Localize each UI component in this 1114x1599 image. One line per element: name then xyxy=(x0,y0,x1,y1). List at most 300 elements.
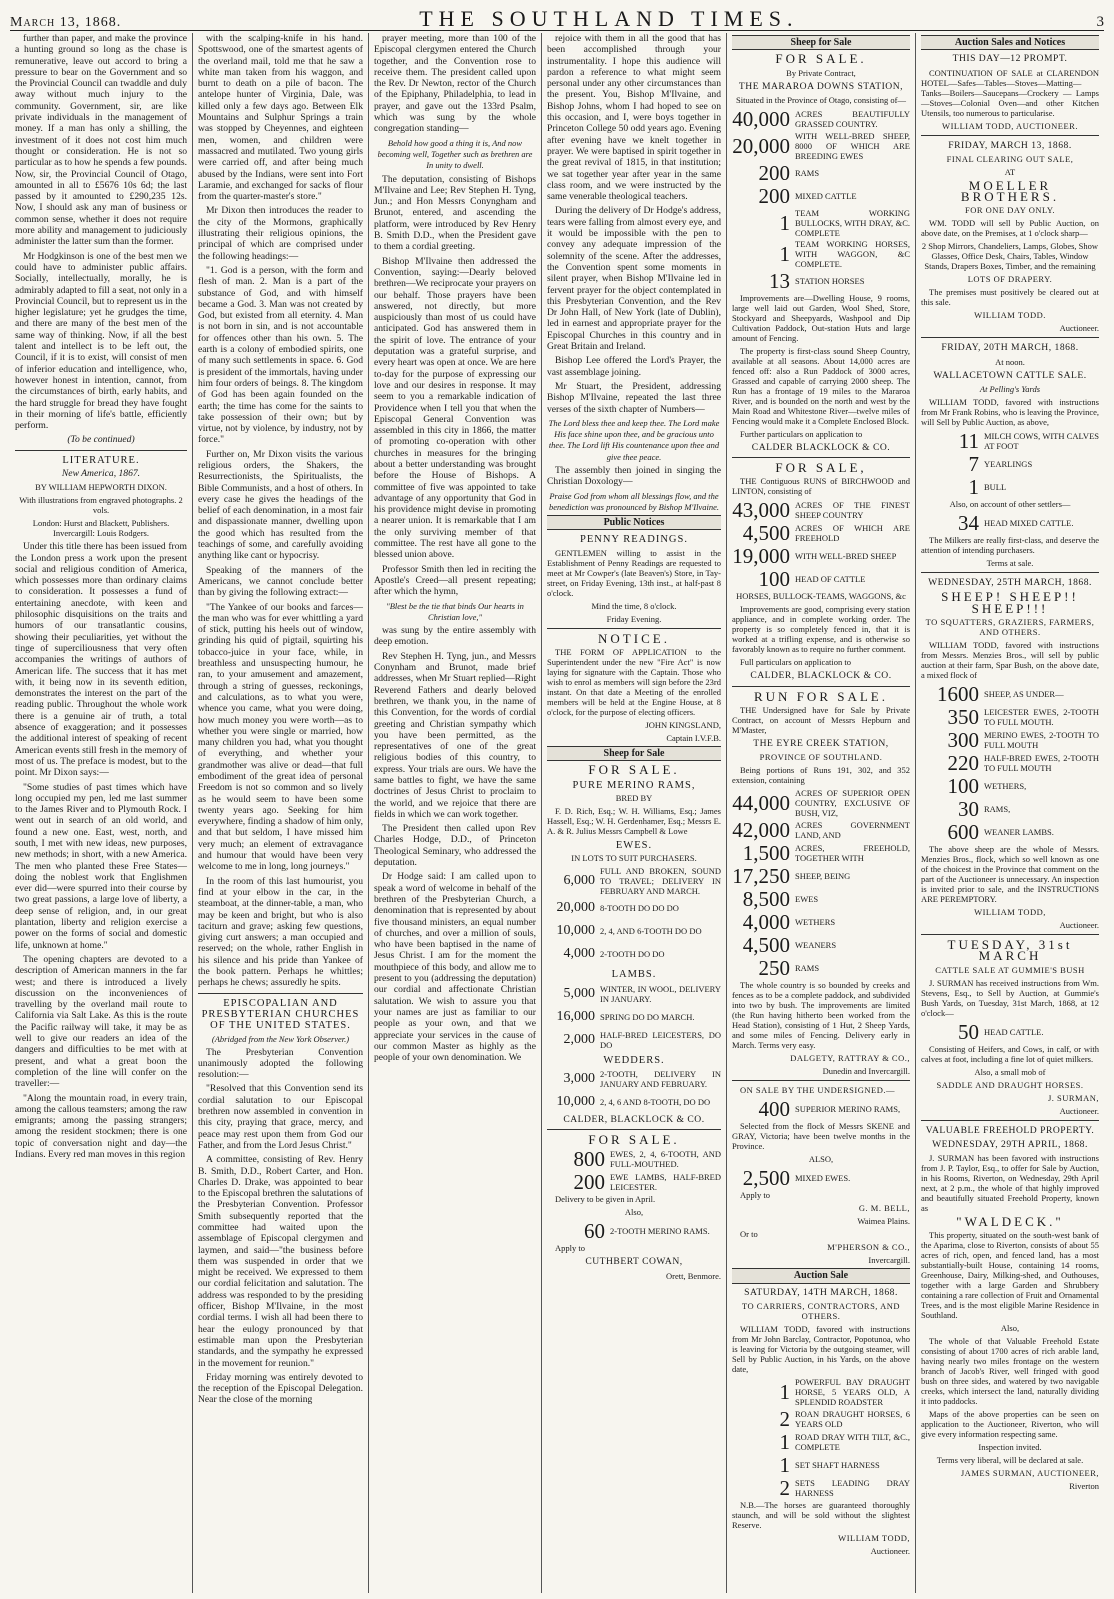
article-paragraph: The President then called upon Rev Charles Hodge, D.D., of Princeton Theological Seminary, who addressed the deputation. xyxy=(374,823,536,869)
column-6 xyxy=(916,33,1104,1593)
lot-description: ACRES, FREEHOLD, TOGETHER WITH xyxy=(795,843,910,864)
divider xyxy=(921,572,1099,573)
book-title: New America, 1867. xyxy=(61,467,141,479)
lot-quantity: 30 xyxy=(958,796,979,821)
lot-description: HEAD OF CATTLE xyxy=(795,574,866,585)
book-illustrations: With illustrations from engraved photographs. 2 vols. xyxy=(19,495,183,516)
divider xyxy=(921,135,1099,136)
lot-entry xyxy=(732,162,910,184)
lot-description: ROAN DRAUGHT HORSES, 6 YEARS OLD xyxy=(795,1408,910,1429)
lot-quantity: 16,000 xyxy=(556,1008,595,1024)
divider xyxy=(547,1129,721,1130)
lot-description: HALF-BRED EWES, 2-TOOTH TO FULL MOUTH xyxy=(984,752,1099,773)
lot-quantity: 43,000 xyxy=(732,498,790,523)
agent-place: Waimea Plains. xyxy=(857,1216,910,1227)
lot-description: 2-TOOTH, DELIVERY IN JANUARY AND FEBRUARY. xyxy=(600,1068,721,1089)
lot-quantity: 10,000 xyxy=(556,1093,595,1109)
lot-quantity: 5,000 xyxy=(563,985,595,1001)
lot-entry xyxy=(732,1477,910,1499)
article-paragraph: Mr Dixon then introduces the reader to the city of the Mormons, graphically illustrating their religious opinions, the principal of which are comprised under the following headings:— xyxy=(198,205,363,262)
column-4 xyxy=(542,33,727,1593)
lot-quantity: 1 xyxy=(779,241,790,266)
divider xyxy=(732,1080,910,1081)
auctioneer-name: J. SURMAN, xyxy=(1047,1092,1099,1103)
lot-quantity: 2,500 xyxy=(742,1166,790,1191)
sale-time: At noon. xyxy=(995,356,1025,367)
sale-date: TUESDAY, 31st MARCH xyxy=(947,936,1073,964)
ewes-subheading: IN LOTS TO SUIT PURCHASERS. xyxy=(571,853,697,864)
lot-quantity: 1 xyxy=(779,210,790,235)
lot-quantity: 7 xyxy=(968,452,979,477)
issue-date: March 13, 1868. xyxy=(10,15,122,30)
article-paragraph: "Some studies of past times which have long occupied my pen, led me last summer to the James River and to Plymouth Rock. I went out in search of an old world, and found a new one. East, west, north, and south, I met with new ideas, new purposes, new methods; in short, with a new America. The men who planted these Free States—doing the noblest work that Englishmen ever did—were spurred into their course by two great passions, a large love of liberty, a deep sense of religion, and, in our great plantation, liberty and religion exercise a power on the forms of social and domestic life, unknown at home." xyxy=(15,781,187,951)
lot-quantity: 250 xyxy=(758,956,790,981)
menzies-text: WILLIAM TODD, favored with instructions from Messrs. Menzies Bros., will sell by public auction at their farm, Spar Bush, on the above date, a mixed flock of xyxy=(921,639,1099,680)
auctioneer-role: Auctioneer. xyxy=(1059,919,1099,930)
book-publisher: London: Hurst and Blackett, Publishers. Invercargill: Louis Rodgers. xyxy=(32,518,170,539)
article-paragraph: "The Yankee of our books and farces—the man who was for ever whittling a yard of stick, putting his heels out of window, grinding his quid of pigtail, squirting his tobacco-juice in your face, while, in breathless and unsuspecting humour, he ran, to your amusement and amazement, through a string of guesses, reckonings, and calculations, as to what you were, whence you came, what you were doing, how much money you were worth—as to whether you were single or married, how many children you had, what you thought of everything, and whether your grandmother was alive or dead—that full embodiment of the great idea of personal Freedom is not so common and so lively as he would seem to have been some twenty years ago. Seeking for him everywhere, finding a shadow of him only, and that but seldom, I have missed him very much; an element of extravagance and humour that would have been very welcome to me in long, long journeys." xyxy=(198,601,363,873)
lot-description: 8-TOOTH DO DO DO xyxy=(600,903,679,914)
lot-entry xyxy=(732,185,910,207)
lot-description: EWE LAMBS, HALF-BRED LEICESTER. xyxy=(610,1172,721,1193)
divider xyxy=(921,337,1099,338)
lot-entry xyxy=(732,108,910,130)
terms-note: Terms at sale. xyxy=(986,558,1034,569)
lot-quantity: 2,000 xyxy=(563,1031,595,1047)
delivery-note: Delivery to be given in April. xyxy=(555,1194,656,1205)
one-day-label: FOR ONE DAY ONLY. xyxy=(965,205,1055,216)
lot-entry xyxy=(732,788,910,818)
lot-entry xyxy=(732,865,910,887)
lot-entry xyxy=(732,1377,910,1407)
lot-entry xyxy=(732,239,910,269)
agent-name: CALDER, BLACKLOCK & CO. xyxy=(563,1113,705,1125)
article-paragraph: Under this title there has been issued from the London press a work upon the present social and religious condition of America, which possesses more than ordinary claims to consideration. It possesses a fund of entertaining anecdote, with keen and philosophic disquisitions on the traits and humors of our transatlantic cousins, showing their peculiarities, yet without the tinge of superciliousness that very often accompanies the writings of authors of American life. The success that it has met with, it being now in its seventh edition, demonstrates the interest on the part of the reading public. Throughout the whole work there is a genuine air of truth, a total absence of exaggeration; and it possesses the additional interest of speaking of recent American events still fresh in the memory of most of us. The preface is modest, but to the point. Mr Dixon says:— xyxy=(15,541,187,779)
lot-quantity: 200 xyxy=(758,183,790,208)
run-text: The whole country is so bounded by creeks and fences as to be a complete paddock, and subdivided into two by bush. The improvements are limited (the Run having hitherto been worked from the Head Station), consisting of 1 Hut, 2 Sheep Yards, and some miles of Fencing. Delivery early in March. Terms very easy. xyxy=(732,980,910,1051)
lot-quantity: 34 xyxy=(958,511,979,536)
lot-quantity: 4,500 xyxy=(742,521,790,546)
gummie-text: J. SURMAN has received instructions from Wm. Stevens, Esq., to Sell by Auction, at Gummie's Bush Yards, on Tuesday, 31st March, 1868, at 12 o'clock— xyxy=(921,977,1099,1018)
lot-entry xyxy=(732,522,910,544)
waldeck-text: The whole of that Valuable Freehold Estate consisting of about 1700 acres of rich arable land, having nearly two miles frontage on the western branch of Jacob's River, well fringed with good bush on three sides, and watered by two navigable creeks, which intersect the land, naturally dividing it into paddocks. xyxy=(921,1336,1099,1407)
sale-date: FRIDAY, MARCH 13, 1868. xyxy=(948,139,1072,151)
lot-quantity: 4,000 xyxy=(742,910,790,935)
lot-description: MERINO EWES, 2-TOOTH TO FULL MOUTH xyxy=(984,729,1099,750)
lot-quantity: 19,000 xyxy=(732,544,790,569)
improvements-text: Improvements are good, comprising every station appliance, and in complete working order. The property is so completely fenced in, that it is worked at a trifling expense, and is otherwise so favorably known as to require no further comment. xyxy=(732,604,910,655)
lot-entry xyxy=(547,943,721,965)
lot-quantity: 100 xyxy=(947,773,979,798)
lot-quantity: 50 xyxy=(958,1019,979,1044)
horses-line: HORSES, BULLOCK-TEAMS, WAGGONS, &c xyxy=(736,591,906,602)
lot-quantity: 1600 xyxy=(937,681,979,706)
article-paragraph: The Presbyterian Convention unanimously adopted the following resolution:— xyxy=(198,1046,363,1081)
lot-entry xyxy=(921,706,1099,728)
lot-quantity: 200 xyxy=(573,1170,605,1195)
lot-entry xyxy=(732,888,910,910)
sale-text: Selected from the flock of Messrs SKENE and GRAY, Victoria; have been twelve months in the Province. xyxy=(732,1121,910,1152)
lot-quantity: 4,500 xyxy=(742,933,790,958)
auctioneer-place: Riverton xyxy=(1069,1481,1099,1492)
lot-description: 2-TOOTH MERINO RAMS. xyxy=(610,1226,710,1237)
property-text: The property is first-class sound Sheep Country, available at all seasons. About 14,000 acres are fenced off: also a Run Paddock of 3000 acres, Grassed and capable of carrying 2000 sheep. The Run has a frontage of 19 miles to the Mararoa River, and is bounded on the north and west by the Main Road and Whitestone River—twelve miles of Fencing would make it a Complete Enclosed Block. xyxy=(732,345,910,426)
notice-signatory: JOHN KINGSLAND, xyxy=(645,720,721,731)
divider xyxy=(198,993,363,994)
sale-date: WEDNESDAY, 25TH MARCH, 1868. xyxy=(928,577,1092,589)
lot-entry xyxy=(547,1029,721,1051)
book-author: BY WILLIAM HEPWORTH DIXON. xyxy=(35,482,167,493)
lot-quantity: 800 xyxy=(573,1147,605,1172)
lot-quantity: 3,000 xyxy=(563,1070,595,1086)
bred-by-label: BRED BY xyxy=(615,792,653,803)
lot-description: TEAM WORKING BULLOCKS, WITH DRAY, &C. COMPLETE xyxy=(795,207,910,238)
lot-quantity: 42,000 xyxy=(732,818,790,843)
section-bar-sheep-for-sale: Sheep for Sale xyxy=(732,35,910,50)
auctioneer-role: Auctioneer. xyxy=(870,1545,910,1556)
article-paragraph: Bishop Lee offered the Lord's Prayer, the vast assemblage joining. xyxy=(547,355,721,378)
lot-entry xyxy=(921,683,1099,705)
wedders-heading: WEDDERS. xyxy=(603,1054,665,1066)
agent-name: CUTHBERT COWAN, xyxy=(585,1256,683,1268)
agent-place: Invercargill. xyxy=(868,1255,910,1266)
lot-description: STATION HORSES xyxy=(795,275,865,286)
continued-note: (To be continued) xyxy=(67,434,135,446)
notice-signatory-title: Captain I.V.F.B. xyxy=(666,733,721,744)
column-5 xyxy=(727,33,916,1593)
article-paragraph: Speaking of the manners of the Americans, we cannot conclude better than by giving the following extract:— xyxy=(198,564,363,599)
lot-description: EWES, 2, 4, 6-TOOTH, AND FULL-MOUTHED. xyxy=(610,1149,721,1170)
situated-text: Situated in the Province of Otago, consisting of— xyxy=(736,94,906,105)
for-sale-heading: FOR SALE, xyxy=(775,460,867,476)
merino-rams-heading: PURE MERINO RAMS, xyxy=(572,779,696,791)
menzies-note: The above sheep are the whole of Messrs. Menzies Bros., flock, which so well known as one of the choicest in the Province that comment on the part of the Auctioneer is unnecessary. An inspection is invited prior to sale, and the INSTRUCTIONS ARE PEREMPTORY. xyxy=(921,843,1099,904)
also-label: Also, on account of other settlers— xyxy=(949,499,1071,510)
lot-entry xyxy=(732,1167,910,1189)
gummie-description: Consisting of Heifers, and Cows, in calf, or with calves at foot, including a fine lot of quiet milkers. xyxy=(921,1043,1099,1064)
lot-description: MILCH COWS, WITH CALVES AT FOOT xyxy=(984,431,1099,452)
divider xyxy=(547,628,721,629)
lot-entry xyxy=(547,1006,721,1028)
lot-entry xyxy=(732,208,910,238)
psalm-verse: Behold how good a thing it is, And now becoming well, Together such as brethren are In unity to dwell. xyxy=(377,137,533,171)
lot-entry xyxy=(732,568,910,590)
divider xyxy=(732,686,910,687)
cleared-note: The premises must positively be cleared out at this sale. xyxy=(921,287,1099,308)
on-sale-heading: ON SALE BY THE UNDERSIGNED.— xyxy=(740,1085,895,1096)
section-bar-public-notices: Public Notices xyxy=(547,515,721,530)
lot-description: 2-TOOTH DO DO xyxy=(600,949,665,960)
moeller-heading: MOELLER BROTHERS. xyxy=(960,177,1060,205)
column-1 xyxy=(10,33,193,1593)
article-paragraph: rejoice with them in all the good that has been accomplished through your instrumentality. I hope this audience will pardon a reference to what might seem personal under any other circumstances than the present. You, Bishop M'Ilvaine, and Bishop Johns, whom I had hoped to see on this occasion, and I, were boys together in Princeton College 50 odd years ago. Evening after evening have we knelt together in prayer. We were baptised in spirit together in the great revival of 1815, in that institution; we sat together year after year in the same class room, and we were instructed by the same venerable theological teachers. xyxy=(547,33,721,203)
article-paragraph: During the delivery of Dr Hodge's address, tears were falling from almost every eye, and it would be impossible with the pen to convey any adequate impression of the solemnity of the scene. After the addresses, the Convention spent some moments in silent prayer, when Bishop M'Ilvaine led in fervent prayer for the object contemplated in this Presbyterian Convention, and the Rev Dr John Hall, of New York (late of Dublin), led in earnest and appropriate prayer for the Episcopal Churches in this country and in Great Britain and Ireland. xyxy=(547,205,721,353)
lot-quantity: 13 xyxy=(769,268,790,293)
continuation-text: CONTINUATION OF SALE at CLARENDON HOTEL—Safes—Tables—Stoves—Matting—Tanks—Boilers—Saucepans—Crockery — Lamps —Stoves—Colonial Oven—and other Kitchen Utensils, too numerous to particularise. xyxy=(921,67,1099,118)
moeller-items: 2 Shop Mirrors, Chandeliers, Lamps, Globes, Show Glasses, Office Desk, Chairs, Tables, Window Stands, Drapers Boxes, Timber, and the remaining xyxy=(921,241,1099,272)
lot-quantity: 60 xyxy=(584,1219,605,1244)
lot-description: FULL AND BROKEN, SOUND TO TRAVEL; DELIVERY IN FEBRUARY AND MARCH. xyxy=(600,866,721,897)
audience-heading: TO SQUATTERS, GRAZIERS, FARMERS, AND OTHERS. xyxy=(925,616,1095,637)
improvements-text: Improvements are—Dwelling House, 9 rooms, large well laid out Garden, Wool Shed, Store, Stockyard and Sheepyards, Washpool and Dip Cultivation Paddock, Out-station Huts and large amount of Fencing. xyxy=(732,292,910,343)
agent-name: CALDER, BLACKLOCK & CO. xyxy=(750,670,892,682)
lot-description: SHEEP, AS UNDER— xyxy=(984,688,1064,699)
lot-description: LEICESTER EWES, 2-TOOTH TO FULL MOUTH. xyxy=(984,706,1099,727)
penny-readings-time: Mind the time, 8 o'clock. xyxy=(591,600,677,611)
masthead xyxy=(10,6,1104,31)
section-heading-literature: LITERATURE. xyxy=(62,454,140,466)
lot-quantity: 4,000 xyxy=(563,946,595,962)
article-paragraph: with the scalping-knife in his hand. Spottswood, one of the smartest agents of the overland mail, told me that he saw a white man taken from his waggon, and burnt to death on a pile of bacon. The antelope hunter of Virginia, Dale, was killed only a few days ago. Between Elk Mountains and Sulphur Springs a train was stopped by Cheyennes, and eighteen men, women, and children were massacred and mutilated. Two young girls were carried off, and after being much abused by the Indians, were sent into Fort Laramie, and exchanged for sacks of flour from the quarter-master's store." xyxy=(198,33,363,203)
lot-quantity: 1 xyxy=(779,1379,790,1404)
article-paragraph: In the room of this last humourist, you find at your elbow in the car, in the steamboat, at the dinner-table, a man, who may be keen and bright, but who is also taciturn and grave; asking few questions, giving curt answers; a man occupied and reserved; on the whole, rather English in his silence and his pride than Yankee of the book pattern. Perhaps he whittles; perhaps he chews; assuredly he spits. xyxy=(198,875,363,989)
lot-entry xyxy=(921,1021,1099,1043)
article-paragraph: further than paper, and make the province a hunting ground so long as the chase is remunerative, leave out accord to bring a pressure to bear on the Government and so the Provincial Council can twaddle and duly away without much injury to the community. Government, sir, are like private individuals in the management of money. If a man has only a shilling, the investment of it does not cost him much thought or consideration. He is not so particular as to how he spends a few pounds. Now, sir, the Provincial Council of Otago, amounted in all to £5676 10s 6d; the last passed by it amounted to £290,235 12s. Now, I should ask any man of business or common sense, whether it does not require more ability and management to judiciously administer the latter sum than the former. xyxy=(15,33,187,248)
lot-entry xyxy=(732,1454,910,1476)
agent-place: Dunedin and Invercargill. xyxy=(822,1066,910,1077)
lot-description: ACRES OF THE FINEST SHEEP COUNTRY xyxy=(795,500,910,521)
newspaper-title: THE SOUTHLAND TIMES. xyxy=(419,6,799,31)
sale-venue: At Pelling's Yards xyxy=(979,384,1041,395)
article-paragraph: Friday morning was entirely devoted to the reception of the Episcopal Delegation. Near the close of the morning xyxy=(198,1371,363,1406)
lot-entry xyxy=(547,1171,721,1193)
also-label: ALSO, xyxy=(808,1154,834,1165)
freehold-text: J. SURMAN has been favored with instructions from J. P. Taylor, Esq., to offer for Sale by Auction, in his Rooms, Riverton, on Wednesday, 29th April next, at 2 p.m., the whole of that highly improved and beautifully situated Freehold Property, known as xyxy=(921,1153,1099,1214)
lot-description: 2, 4, AND 6-TOOTH DO DO xyxy=(600,926,702,937)
lot-quantity: 17,250 xyxy=(732,864,790,889)
lot-entry xyxy=(921,775,1099,797)
lot-description: WETHERS xyxy=(795,917,836,928)
milkers-note: The Milkers are really first-class, and deserve the attention of intending purchasers. xyxy=(921,535,1099,556)
wallacetown-text: WILLIAM TODD, favored with instructions from Mr Frank Robins, who is leaving the Province, will Sell by Public Auction, as above, xyxy=(921,397,1100,428)
auctioneer-name: JAMES SURMAN, AUCTIONEER, xyxy=(960,1468,1099,1479)
auctioneer-role: Auctioneer. xyxy=(1059,1105,1099,1116)
article-paragraph: Further on, Mr Dixon visits the various religious orders, the Shakers, the Resurrectionists, the Spiritualists, the Bible Communists, and a host of others. In every case he gives the headings of the belief of each denomination, in a most fair and dispassionate manner, dwelling upon the good which has resulted from the teachings of some, and carefully avoiding anything like cant or hypocrisy. xyxy=(198,448,363,562)
lot-entry xyxy=(732,842,910,864)
agent-name: CALDER BLACKLOCK & CO. xyxy=(751,441,891,453)
auctioneer-name: WILLIAM TODD, xyxy=(974,906,1046,917)
waldeck-heading: "WALDECK." xyxy=(956,1214,1064,1230)
this-day-heading: THIS DAY—12 PROMPT. xyxy=(952,53,1068,65)
further-particulars: Further particulars on application to xyxy=(740,428,863,439)
for-sale-heading: FOR SALE. xyxy=(588,762,680,778)
lot-quantity: 1 xyxy=(779,1452,790,1477)
article-paragraph: Bishop M'Ilvaine then addressed the Convention, saying:—Dearly beloved brethren—We reciprocate your prayers on our behalf. Those prayers have been answered, not directly, but more auspiciously than most of us could have anticipated. God has answered them in the spirit of love. The entrance of your deputation was a grateful surprise, and every heart was open at once. We are here to-day for the purpose of expressing our love and our desires in response. It may seem to you a remarkable indication of Providence when I tell you that when the Episcopal General Convention was assembled in this city in 1866, the matter of promoting co-operation with other churches in measures for the bringing about a better understanding was brought before the House of Bishops. A committee of five was appointed to take advantage of any opportunity that God in his providence might devise in promoting a nearer union. It is remarkable that I am the only surviving member of that committee. The rest have all gone to the blessed union above. xyxy=(374,255,536,561)
lot-description: YEARLINGS xyxy=(984,459,1033,470)
drapery-label: LOTS OF DRAPERY. xyxy=(967,274,1053,285)
auction-text: WILLIAM TODD, favored with instructions from Mr John Barclay, Contractor, Popotunoa, who is leaving for Victoria by the outgoing steamer, will Sell by Public Auction, in his Yards, on the above date, xyxy=(732,1323,910,1374)
ewes-heading: EWES. xyxy=(615,839,653,851)
lot-quantity: 8,500 xyxy=(742,887,790,912)
lot-quantity: 44,000 xyxy=(732,791,790,816)
lot-quantity: 100 xyxy=(758,567,790,592)
at-label: AT xyxy=(1004,166,1016,177)
article-paragraph: "Along the mountain road, in every train, among the callous teamsters; among the raw emigrants; among the passing strangers; among the resident stockmen; there is one topic of conversation night and day—the Indians. Every red man moves in this region xyxy=(15,1092,187,1161)
lot-description: HALF-BRED LEICESTERS, DO DO xyxy=(600,1029,721,1050)
lot-entry xyxy=(732,934,910,956)
article-paragraph: Rev Stephen H. Tyng, jun., and Messrs Conynham and Brunot, made brief addresses, when Mr Stuart replied—Right Reverend Fathers and dearly beloved brethren, we thank you, in the name of this Convention, for the words of cordial greeting and Christian sympathy which you have been permitted, as the representatives of one of the great religious bodies of this country, to express. Your trials are ours. We have the same battles to fight, we have the same doctrines of Jesus Christ to proclaim to the world, and we rejoice that there are fields in which we can work together. xyxy=(374,650,536,820)
section-bar-sheep-for-sale: Sheep for Sale xyxy=(547,746,721,761)
lot-description: ACRES OF SUPERIOR OPEN COUNTRY, EXCLUSIVE OF BUSH, VIZ, xyxy=(795,788,910,819)
lot-entry xyxy=(732,499,910,521)
waldeck-text: This property, situated on the south-west bank of the Aparima, close to Riverton, consists of about 55 acres of rich, open, and fenced land, has a most substantially-built House, containing 14 rooms, Greenhouse, Dairy, Milking-shed, and Outhouses, together with a large Garden and Shrubbery containing a rare collection of Fruit and Ornamental Trees, and is the most eligible Marine Residence in Southland. xyxy=(921,1230,1099,1321)
lot-description: SETS LEADING DRAY HARNESS xyxy=(795,1477,910,1498)
lot-description: WETHERS, xyxy=(984,780,1027,791)
province-name: PROVINCE OF SOUTHLAND. xyxy=(759,752,883,763)
lot-quantity: 600 xyxy=(947,819,979,844)
article-paragraph: "1. God is a person, with the form and flesh of man. 2. Man is a part of the substance of God, and with himself became a God. 3. Man was not created by God, but existed from all eternity. 4. Man is not born in sin, and is not accountable for offences other than his own. 5. The earth is a colony of embodied spirits, one of many such settlements in space. 6. God is president of the immortals, having under him four orders of beings. 8. The kingdom of God has been again founded on the earth; the time has come for the saints to take possession of their own; but by virtue, not by violence, by industry, not by force." xyxy=(198,264,363,446)
article-paragraph: was sung by the entire assembly with deep emotion. xyxy=(374,625,536,648)
lot-description: RAMS, xyxy=(984,803,1011,814)
run-for-sale-heading: RUN FOR SALE. xyxy=(754,688,888,704)
gummie-heading: CATTLE SALE AT GUMMIE'S BUSH xyxy=(935,964,1085,975)
lot-entry xyxy=(732,270,910,292)
lot-quantity: 2 xyxy=(779,1475,790,1500)
for-sale-heading: FOR SALE. xyxy=(775,51,867,67)
lot-description: HEAD MIXED CATTLE. xyxy=(984,518,1074,529)
run-intro: THE Undersigned have for Sale by Private Contract, on account of Messrs Hepburn and M'Master, xyxy=(732,705,910,736)
lot-description: SUPERIOR MERINO RAMS, xyxy=(795,1104,901,1115)
lot-entry xyxy=(547,983,721,1005)
page-number: 3 xyxy=(1096,14,1104,30)
lot-description: SHEEP, BEING xyxy=(795,871,851,882)
section-bar-auction-sales: Auction Sales and Notices xyxy=(921,35,1099,50)
penny-readings-text: GENTLEMEN willing to assist in the Establishment of Penny Readings are requested to meet at Mr Cowper's (late Beaven's) Store, in Tay-street, on Friday Evening, 13th inst., at half-past 8 o'clock. xyxy=(547,547,721,598)
lot-quantity: 20,000 xyxy=(732,133,790,158)
divider xyxy=(732,457,910,458)
notice-text: THE FORM OF APPLICATION to the Superintendent under the new "Fire Act" is now laying for signature with the Captain. Those who wish to enrol as members will sign before the 23rd instant. On that date a Meeting of the enrolled members will be held at the Engine House, at 8 o'clock, for the purpose of electing officers. xyxy=(547,647,721,718)
lot-entry xyxy=(732,911,910,933)
inspection-note: Inspection invited. xyxy=(978,1442,1042,1453)
divider xyxy=(15,450,187,451)
lot-entry xyxy=(921,476,1099,498)
lot-entry xyxy=(732,1098,910,1120)
column-2 xyxy=(193,33,369,1593)
penny-readings-day: Friday Evening. xyxy=(606,613,662,624)
auction-audience: TO CARRIERS, CONTRACTORS, AND OTHERS. xyxy=(741,1300,900,1321)
run-being: Being portions of Runs 191, 302, and 352 extension, containing xyxy=(732,765,910,786)
auctioneer-role: Auctioneer. xyxy=(1059,323,1099,334)
section-heading-churches: EPISCOPALIAN AND PRESBYTERIAN CHURCHES OF THE UNITED STATES. xyxy=(201,997,360,1032)
lot-entry xyxy=(921,729,1099,751)
lot-description: ROAD DRAY WITH TILT, &C., COMPLETE xyxy=(795,1431,910,1452)
lot-entry xyxy=(547,1148,721,1170)
article-paragraph: "Resolved that this Convention send its cordial salutation to our Episcopal brethren now assembled in convention in this city, praying that grace, mercy, and peace may rest upon them from God our Father, and from the Lord Jesus Christ." xyxy=(198,1083,363,1151)
auctioneer-name: WILLIAM TODD, AUCTIONEER. xyxy=(942,120,1078,131)
wallacetown-heading: WALLACETOWN CATTLE SALE. xyxy=(933,369,1087,381)
lot-description: SET SHAFT HARNESS xyxy=(795,1459,880,1470)
article-paragraph: Professor Smith then led in reciting the Apostle's Creed—all present repeating; after which the hymn, xyxy=(374,563,536,598)
lot-description: ACRES OF WHICH ARE FREEHOLD xyxy=(795,523,910,544)
lot-description: WINTER, IN WOOL, DELIVERY IN JANUARY. xyxy=(600,983,721,1004)
section-bar-auction-sale: Auction Sale xyxy=(732,1268,910,1283)
lot-description: MIXED EWES. xyxy=(795,1173,851,1184)
agent-name: DALGETY, RATTRAY & CO., xyxy=(790,1053,910,1064)
lot-entry xyxy=(732,131,910,161)
lot-quantity: 300 xyxy=(947,727,979,752)
lot-description: POWERFUL BAY DRAUGHT HORSE, 5 YEARS OLD, A SPLENDID ROADSTER xyxy=(795,1376,910,1407)
lot-entry xyxy=(732,545,910,567)
lot-description: BULL xyxy=(984,482,1007,493)
lot-description: MIXED CATTLE xyxy=(795,190,857,201)
divider xyxy=(921,1120,1099,1121)
lot-quantity: 40,000 xyxy=(732,106,790,131)
lot-description: ACRES GOVERNMENT LAND, AND xyxy=(795,820,910,841)
auctioneer-name: WILLIAM TODD. xyxy=(974,310,1046,321)
lot-entry xyxy=(921,430,1099,452)
lot-quantity: 400 xyxy=(758,1097,790,1122)
lot-entry xyxy=(732,819,910,841)
doxology-verse: Praise God from whom all blessings flow, and the benediction was pronounced by Bishop M'Ilvaine. xyxy=(548,490,720,512)
sheep-heading: SHEEP! SHEEP!! SHEEP!!! xyxy=(941,589,1079,616)
or-label: Or to xyxy=(740,1229,758,1240)
also-label: Also, a small mob of xyxy=(974,1066,1046,1077)
lot-entry xyxy=(921,798,1099,820)
article-paragraph: A committee, consisting of Rev. Henry B. Smith, D.D., Robert Carter, and Hon. Charles D. Drake, was appointed to bear to the Episcopal brethren the salutations of the Presbyterian Convention. Professor Smith subsequently reported that the committee had waited upon the assemblage of Episcopal clergymen and laymen, and said—"the business before them was suspended in order that we might be received. We expressed to them our cordial felicitation and salutation. The address was responded to by the presiding officer, Bishop M'Ilvaine, in the most cordial terms. I wish all had been there to hear the eulogy pronounced by that estimable man upon the Presbyterian standards, and the sympathy he expressed in the movement for reunion." xyxy=(198,1154,363,1369)
article-paragraph: prayer meeting, more than 100 of the Episcopal clergymen entered the Church together, and the Convention rose to receive them. The president called upon the Rev. Dr Newton, rector of the Church of the Epiphany, Philadelphia, to lead in prayer, and gave out the 133rd Psalm, which was sung by the whole congregation standing— xyxy=(374,33,536,135)
lot-quantity: 220 xyxy=(947,750,979,775)
terms-note: Terms very liberal, will be declared at sale. xyxy=(936,1455,1084,1466)
column-3 xyxy=(369,33,542,1593)
apply-label: Apply to xyxy=(740,1190,770,1201)
lot-entry xyxy=(921,512,1099,534)
article-paragraph: Mr Stuart, the President, addressing Bishop M'Ilvaine, repeated the last three verses of the sixth chapter of Numbers— xyxy=(547,380,721,415)
scripture-verse: The Lord bless thee and keep thee. The Lord make His face shine upon thee, and be gracious unto thee. The Lord lift His countenance upon thee and give thee peace. xyxy=(548,417,720,462)
lot-description: TEAM WORKING HORSES, WITH WAGGON, &C COMPLETE. xyxy=(795,238,910,269)
lot-description: WITH WELL-BRED SHEEP xyxy=(795,551,897,562)
lot-description: RAMS xyxy=(795,963,820,974)
breeders-list: F. D. Rich, Esq.; W. H. Williams, Esq.; James Hassell, Esq.; W. H. Gerdenhamer, Esq.; Messrs E. A. & R. Julius Messrs Campbell & Lowe xyxy=(547,805,721,836)
for-sale-heading: FOR SALE. xyxy=(588,1132,680,1148)
article-paragraph: The deputation, consisting of Bishops M'Ilvaine and Lee; Rev Stephen H. Tyng, Jun.; and Hon Messrs Conyngham and Brunot, entered, and ascending the platform, were introduced by Rev Henry B. Smith D.D., when the President gave to them a cordial greeting. xyxy=(374,173,536,253)
lot-entry xyxy=(547,1220,721,1242)
article-source: (Abridged from the New York Observer.) xyxy=(211,1033,350,1044)
lot-entry xyxy=(921,752,1099,774)
horses-line: SADDLE AND DRAUGHT HORSES. xyxy=(936,1079,1084,1090)
agent-name: G. M. BELL, xyxy=(858,1203,910,1214)
lot-quantity: 20,000 xyxy=(556,900,595,916)
apply-label: Apply to xyxy=(555,1243,585,1254)
lot-description: EWES xyxy=(795,894,819,905)
agent-place: Orett, Benmore. xyxy=(666,1270,721,1281)
agent-name: M'PHERSON & CO., xyxy=(827,1242,910,1253)
also-label: Also, xyxy=(624,1207,644,1218)
lot-entry xyxy=(732,957,910,979)
article-paragraph: The opening chapters are devoted to a description of American manners in the far west; and there is introduced a lively discussion on the inconveniences of travelling by the overland mail route to California via Salt Lake. As this is the route the Pacific railway will take, it may be as well to give our readers an idea of the dangers and difficulties to be met with at present, and what a great boon the completion of the line will confer on the traveller:— xyxy=(15,953,187,1090)
lot-description: WITH WELL-BRED SHEEP, 8000 OF WHICH ARE BREEDING EWES xyxy=(795,130,910,161)
lot-description: HEAD CATTLE. xyxy=(984,1026,1044,1037)
private-contract: By Private Contract, xyxy=(786,67,856,78)
notice-heading: NOTICE. xyxy=(598,630,670,646)
lambs-heading: LAMBS. xyxy=(611,969,657,981)
auctioneer-name: WILLIAM TODD, xyxy=(838,1532,910,1543)
lot-entry xyxy=(547,897,721,919)
lot-quantity: 10,000 xyxy=(556,923,595,939)
article-paragraph: Dr Hodge said: I am called upon to speak a word of welcome in behalf of the brethren of the Presbyterian Church, a denomination that is represented by about five thousand ministers, an equal number of churches, and over a million of souls, who have been baptised in the name of Jesus Christ. I am for the moment the mouthpiece of this body, and allow me to present to you (addressing the deputation) our cordial and affectionate Christian salutation. We wish to assure you that your names are just as familiar to our people as your own, and that we appreciate your services in the cause of our common Master as highly as the people of your own denomination. We xyxy=(374,871,536,1064)
freehold-heading: VALUABLE FREEHOLD PROPERTY. xyxy=(925,1124,1095,1136)
full-particulars: Full particulars on application to xyxy=(740,657,851,668)
lot-description: WEANER LAMBS. xyxy=(984,826,1054,837)
auction-note: N.B.—The horses are guaranteed thoroughly staunch, and will be sold without the slightest Reserve. xyxy=(732,1499,910,1530)
station-name: THE EYRE CREEK STATION, xyxy=(753,738,889,750)
lot-entry xyxy=(921,821,1099,843)
final-sale-heading: FINAL CLEARING OUT SALE, xyxy=(946,153,1074,164)
sale-date: FRIDAY, 20TH MARCH, 1868. xyxy=(941,342,1079,354)
maps-note: Maps of the above properties can be seen on application to the Auctioneer, Riverton, who will give every information respecting same. xyxy=(921,1409,1099,1440)
lot-description: ACRES BEAUTIFULLY GRASSED COUNTRY. xyxy=(795,108,910,129)
also-label: Also, xyxy=(1000,1323,1020,1334)
auction-date: SATURDAY, 14TH MARCH, 1868. xyxy=(744,1286,898,1298)
